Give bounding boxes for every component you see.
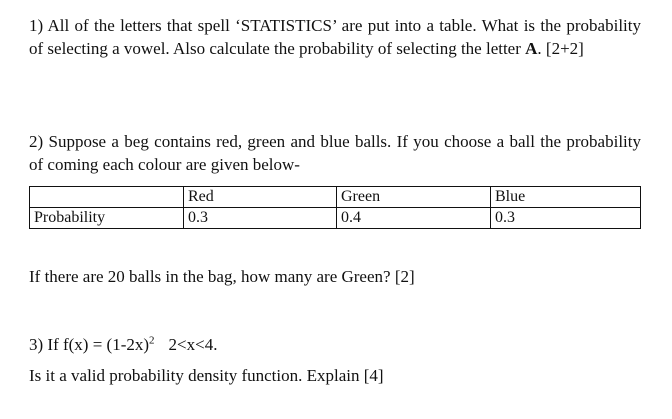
table-cell-green: 0.4 <box>337 208 491 229</box>
question-1 <box>29 14 641 60</box>
table-row <box>30 208 641 229</box>
table-cell-blue: 0.3 <box>491 208 641 229</box>
question-1-letter: A <box>525 39 538 58</box>
question-3-exponent: 2 <box>149 334 155 347</box>
question-2 <box>29 130 641 176</box>
question-2-followup: If there are 20 balls in the bag, how many are Green? [2] <box>29 267 415 286</box>
table-header-green: Green <box>337 187 491 208</box>
question-1-text: 1) All of the letters that spell ‘STATISTICS’ are put into a table. What is the probability of selecting a vowel. Also calculate the probability of selecting the letter <box>29 16 641 58</box>
question-3-followup: Is it a valid probability density function. Explain [4] <box>29 366 384 385</box>
question-3-function: 3) If f(x) = (1-2x) <box>29 335 150 354</box>
question-2-text: 2) Suppose a beg contains red, green and blue balls. If you choose a ball the probability of coming each colour are given below- <box>29 132 641 174</box>
question-1-marks: . [2+2] <box>537 39 584 58</box>
table-header-red: Red <box>184 187 337 208</box>
question-3 <box>29 333 641 356</box>
question-3-domain: 2<x<4. <box>168 335 218 354</box>
table-header-blue: Blue <box>491 187 641 208</box>
probability-table <box>29 186 641 229</box>
table-cell-red: 0.3 <box>184 208 337 229</box>
table-row-label: Probability <box>30 208 184 229</box>
table-header-row <box>30 187 641 208</box>
table-header-empty <box>30 187 184 208</box>
